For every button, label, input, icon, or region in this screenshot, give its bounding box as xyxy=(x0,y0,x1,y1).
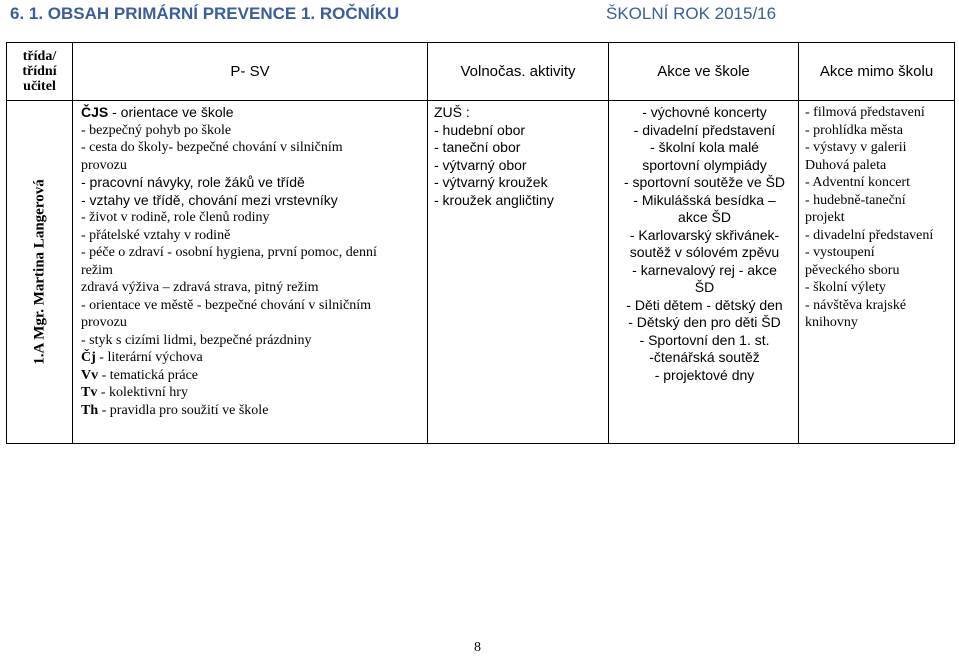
leisure-item: ZUŠ : xyxy=(434,104,470,120)
leisure-item: - taneční obor xyxy=(434,139,521,155)
document-title: 6. 1. OBSAH PRIMÁRNÍ PREVENCE 1. ROČNÍKU xyxy=(10,4,400,23)
header-school-actions: Akce ve škole xyxy=(609,43,799,101)
outside-action-item: - Adventní koncert xyxy=(805,175,910,190)
psv-topic-text: provozu xyxy=(81,157,127,173)
school-action-item: - Sportovní den 1. st. xyxy=(639,331,770,348)
school-action-item: - divadelní představení xyxy=(633,121,776,138)
psv-topic-line xyxy=(81,402,423,420)
outside-action-item: - návštěva krajské xyxy=(805,297,907,313)
school-action-item: soutěž v sólovém zpěvu xyxy=(629,244,780,260)
outside-action-item: - výstavy v galerii xyxy=(805,140,907,155)
page-number: 8 xyxy=(474,640,481,655)
outside-action-item: - prohlídka města xyxy=(805,122,903,138)
psv-topic-text: zdravá výživa – zdravá strava, pitný režim xyxy=(81,280,319,295)
outside-action-item: - školní výlety xyxy=(805,280,886,295)
subject-abbreviation: Čj xyxy=(81,350,96,365)
school-action-item: - Karlovarský skřivánek- xyxy=(629,226,780,243)
outside-action-item: knihovny xyxy=(805,315,858,330)
subject-abbreviation: Th xyxy=(81,402,99,418)
psv-topic-line xyxy=(81,384,423,402)
outside-action-item: - hudebně-taneční xyxy=(805,192,906,208)
psv-topic-line xyxy=(81,104,423,122)
school-action-item: - Dětský den pro děti ŠD xyxy=(628,314,781,330)
psv-topic-line xyxy=(81,244,423,262)
psv-topic-line xyxy=(81,157,423,175)
psv-topic-text: - život v rodině, role členů rodiny xyxy=(81,210,270,225)
outside-actions-cell xyxy=(799,101,955,444)
school-action-item: - Mikulášská besídka – xyxy=(633,191,776,208)
psv-content-cell xyxy=(73,101,428,444)
header-outside-actions: Akce mimo školu xyxy=(799,43,955,101)
school-action-item: - školní kola malé xyxy=(650,139,759,155)
header-class-teacher: třída/ třídní učitel xyxy=(7,43,73,101)
psv-topic-text: provozu xyxy=(81,315,127,330)
psv-topic-line xyxy=(81,122,423,140)
psv-topic-text: - literární výchova xyxy=(95,350,203,365)
outside-action-item: projekt xyxy=(805,210,845,225)
psv-topic-text: - orientace ve městě - bezpečné chování v silničním xyxy=(81,297,371,313)
school-action-item: -čtenářská soutěž xyxy=(649,349,760,365)
psv-topic-text: - cesta do školy- bezpečné chování v silničním xyxy=(81,140,343,155)
table-header-row xyxy=(7,43,955,101)
outside-action-item: - filmová představení xyxy=(805,105,925,120)
outside-action-item: - divadelní představení xyxy=(805,227,934,243)
psv-topic-line xyxy=(81,227,423,245)
school-actions-cell xyxy=(609,101,799,444)
class-teacher-cell xyxy=(7,101,73,444)
psv-topic-text: - bezpečný pohyb po škole xyxy=(81,122,232,138)
leisure-item: - výtvarný kroužek xyxy=(434,174,548,190)
class-teacher-label: 1.A Mgr. Martina Langerová xyxy=(31,179,47,365)
psv-topic-line xyxy=(81,174,423,192)
psv-topic-text: - pravidla pro soužití ve škole xyxy=(98,402,269,418)
subject-abbreviation: ČJS xyxy=(81,104,109,120)
psv-topic-text: - vztahy ve třídě, chování mezi vrstevníky xyxy=(81,191,338,208)
leisure-item: - výtvarný obor xyxy=(434,156,527,173)
school-action-item: - karnevalový rej - akce xyxy=(632,261,777,278)
psv-topic-line xyxy=(81,367,423,385)
outside-action-item: - vystoupení xyxy=(805,245,875,260)
psv-topic-text: - kolektivní hry xyxy=(97,385,188,400)
school-action-item: ŠD xyxy=(694,279,715,295)
psv-topic-text: - přátelské vztahy v rodině xyxy=(81,227,231,243)
psv-topic-text: - péče o zdraví - osobní hygiena, první pomoc, denní xyxy=(81,245,377,260)
psv-topic-line xyxy=(81,262,423,280)
psv-topic-text: - pracovní návyky, role žáků ve třídě xyxy=(81,174,305,190)
school-action-item: - výchovné koncerty xyxy=(642,104,767,120)
school-action-item: - Děti dětem - dětský den xyxy=(626,296,783,313)
psv-topic-text: režim xyxy=(81,262,113,278)
psv-topic-text: - styk s cizími lidmi, bezpečné prázdniny xyxy=(81,332,312,348)
psv-topic-text: - tematická práce xyxy=(98,367,199,383)
subject-abbreviation: Vv xyxy=(81,367,99,383)
psv-topic-line xyxy=(81,139,423,157)
school-action-item: - projektové dny xyxy=(654,366,755,383)
leisure-item: - kroužek angličtiny xyxy=(434,191,554,208)
psv-topic-line xyxy=(81,332,423,350)
psv-topic-line xyxy=(81,192,423,210)
outside-action-item: pěveckého sboru xyxy=(805,262,900,278)
subject-abbreviation: Tv xyxy=(81,385,98,400)
psv-topic-text: - orientace ve škole xyxy=(108,104,234,120)
header-leisure-activities: Volnočas. aktivity xyxy=(428,43,609,101)
outside-action-item: Duhová paleta xyxy=(805,157,887,173)
school-action-item: akce ŠD xyxy=(678,209,731,225)
leisure-item: - hudební obor xyxy=(434,121,526,138)
document-header xyxy=(10,4,950,26)
table-row-1a xyxy=(7,101,955,444)
school-action-item: - sportovní soutěže ve ŠD xyxy=(623,174,786,190)
psv-topic-line xyxy=(81,209,423,227)
psv-topic-line xyxy=(81,314,423,332)
psv-topic-line xyxy=(81,349,423,367)
school-action-item: sportovní olympiády xyxy=(642,156,767,173)
psv-topic-line xyxy=(81,279,423,297)
school-year: ŠKOLNÍ ROK 2015/16 xyxy=(606,4,777,23)
psv-topic-line xyxy=(81,297,423,315)
leisure-activities-cell xyxy=(428,101,609,444)
header-psv: P- SV xyxy=(73,43,428,101)
prevention-plan-table xyxy=(6,42,955,444)
